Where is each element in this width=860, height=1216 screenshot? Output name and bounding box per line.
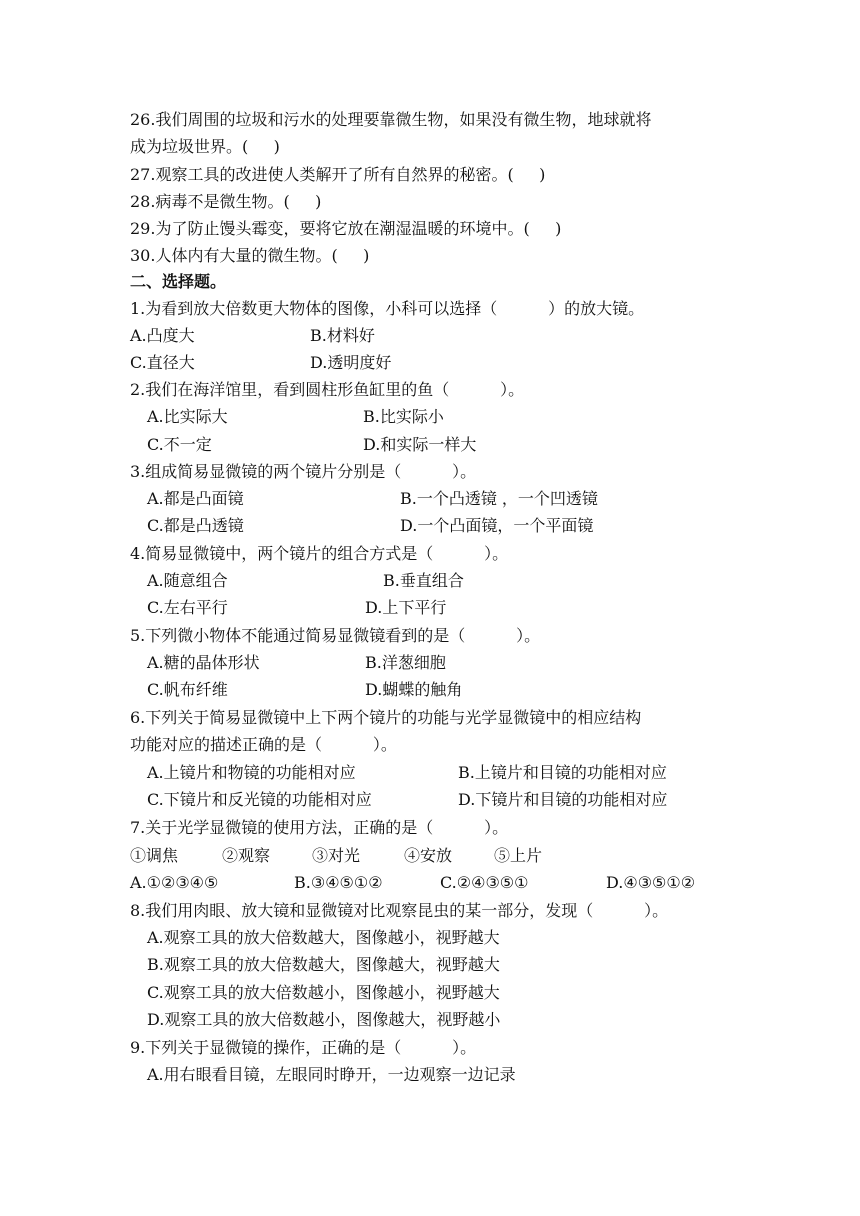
question-8-option-b: B.观察工具的放大倍数越大，图像越大，视野越大 [147,955,500,974]
question-9-option-a: A.用右眼看目镜，左眼同时睁开，一边观察一边记录 [147,1065,516,1084]
question-2-option-d: D.和实际一样大 [363,435,477,454]
question-7-step-2: ②观察 [222,846,271,865]
question-29: 29.为了防止馒头霉变，要将它放在潮湿温暖的环境中。( ) [130,219,562,238]
question-26-line-2: 成为垃圾世界。( ) [130,137,280,156]
question-7-option-d: D.④③⑤①② [606,873,696,892]
question-1-option-c: C.直径大 [130,353,195,372]
question-7-option-c: C.②④③⑤① [440,873,529,892]
question-30: 30.人体内有大量的微生物。( ) [130,246,370,265]
question-6-stem-line-1: 6.下列关于简易显微镜中上下两个镜片的功能与光学显微镜中的相应结构 [130,708,642,727]
question-5-option-d: D.蝴蝶的触角 [365,680,463,699]
question-3-stem: 3.组成简易显微镜的两个镜片分别是（ ）。 [130,462,477,481]
question-6-option-d: D.下镜片和目镜的功能相对应 [458,790,668,809]
question-3-option-c: C.都是凸透镜 [147,516,244,535]
question-1-stem: 1.为看到放大倍数更大物体的图像，小科可以选择（ ）的放大镜。 [130,299,645,318]
question-8-option-d: D.观察工具的放大倍数越小，图像越大，视野越小 [147,1010,501,1029]
question-4-option-c: C.左右平行 [147,598,228,617]
question-4-option-b: B.垂直组合 [383,571,464,590]
question-7-option-b: B.③④⑤①② [294,873,383,892]
question-28: 28.病毒不是微生物。( ) [130,192,322,211]
question-8-option-a: A.观察工具的放大倍数越大，图像越小，视野越大 [147,928,500,947]
question-2-option-a: A.比实际大 [147,407,228,426]
question-1-option-b: B.材料好 [310,326,375,345]
question-7-step-4: ④安放 [404,846,453,865]
question-7-step-1: ①调焦 [130,846,179,865]
question-5-option-c: C.帆布纤维 [147,680,228,699]
question-2-stem: 2.我们在海洋馆里，看到圆柱形鱼缸里的鱼（ ）。 [130,380,525,399]
question-7-step-3: ③对光 [312,846,361,865]
question-6-stem-line-2: 功能对应的描述正确的是（ ）。 [130,735,397,754]
question-5-option-b: B.洋葱细胞 [365,653,446,672]
question-8-stem: 8.我们用肉眼、放大镜和显微镜对比观察昆虫的某一部分，发现（ ）。 [130,901,669,920]
question-7-step-5: ⑤上片 [494,846,543,865]
section-title-choice: 二、选择题。 [130,272,227,291]
question-7-option-a: A.①②③④⑤ [130,873,219,892]
question-4-option-a: A.随意组合 [147,571,228,590]
question-6-option-c: C.下镜片和反光镜的功能相对应 [147,790,372,809]
question-4-stem: 4.简易显微镜中，两个镜片的组合方式是（ ）。 [130,544,509,563]
question-6-option-b: B.上镜片和目镜的功能相对应 [458,763,667,782]
question-4-option-d: D.上下平行 [365,598,447,617]
question-8-option-c: C.观察工具的放大倍数越小，图像越小，视野越大 [147,983,500,1002]
question-5-option-a: A.糖的晶体形状 [147,653,260,672]
question-5-stem: 5.下列微小物体不能通过简易显微镜看到的是（ ）。 [130,626,541,645]
question-7-stem: 7.关于光学显微镜的使用方法，正确的是（ ）。 [130,818,509,837]
question-2-option-c: C.不一定 [147,435,212,454]
question-6-option-a: A.上镜片和物镜的功能相对应 [147,763,356,782]
question-1-option-d: D.透明度好 [310,353,392,372]
question-1-option-a: A.凸度大 [130,326,195,345]
question-3-option-d: D.一个凸面镜，一个平面镜 [400,516,594,535]
question-9-stem: 9.下列关于显微镜的操作，正确的是（ ）。 [130,1038,477,1057]
question-3-option-a: A.都是凸面镜 [147,489,244,508]
question-2-option-b: B.比实际小 [363,407,444,426]
question-26-line-1: 26.我们周围的垃圾和污水的处理要靠微生物，如果没有微生物，地球就将 [130,110,652,129]
question-3-option-b: B.一个凸透镜 ，一个凹透镜 [400,489,598,508]
question-27: 27.观察工具的改进使人类解开了所有自然界的秘密。( ) [130,165,546,184]
